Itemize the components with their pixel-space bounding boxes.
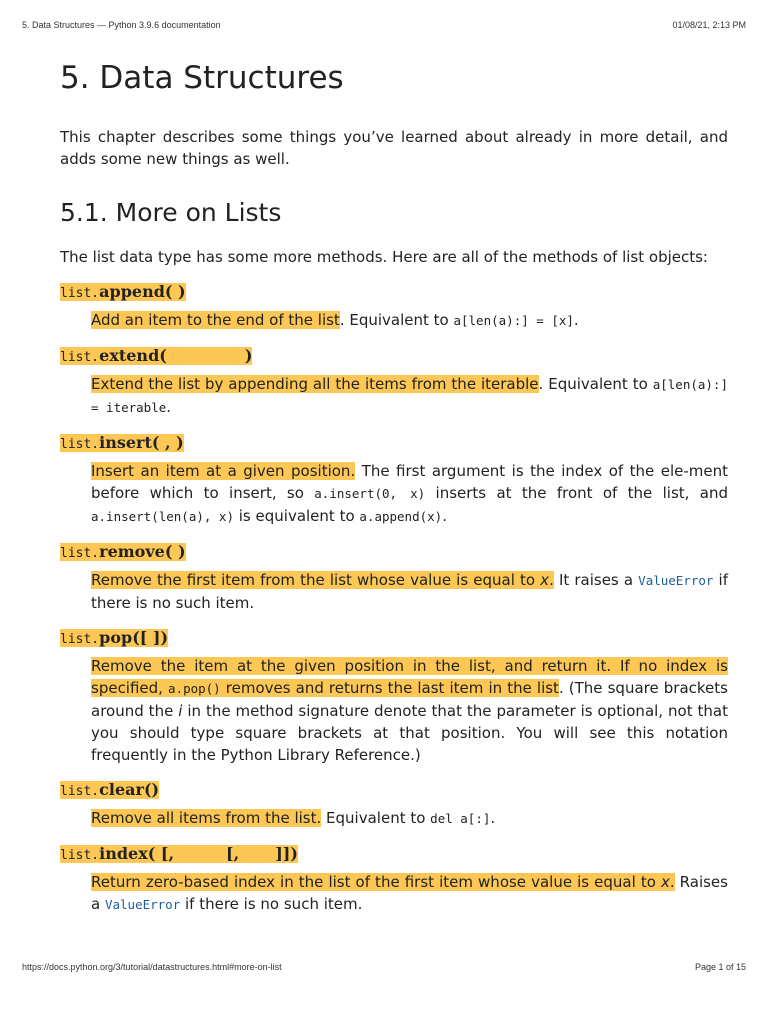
section-title: 5.1. More on Lists [60, 198, 282, 227]
description-text: . Equivalent to [538, 375, 653, 393]
param-x: x [540, 571, 550, 589]
description-end: if there is no such item. [180, 895, 363, 913]
signature-name[interactable]: insert [99, 433, 152, 452]
signature-object: list. [60, 784, 100, 799]
param-x: x [660, 873, 670, 891]
method-description [91, 871, 728, 916]
description-highlight-end: removes and returns the last item in the list [220, 679, 559, 697]
code-snippet: a.append(x) [359, 509, 443, 524]
signature-name[interactable]: extend [99, 346, 160, 365]
signature-name[interactable]: clear [99, 780, 144, 799]
signature-open: ([ [132, 628, 153, 647]
signature-name[interactable]: index [99, 844, 148, 863]
method-pop [60, 627, 728, 766]
signature-object: list. [60, 546, 100, 561]
method-signature [60, 281, 728, 305]
method-remove [60, 541, 728, 614]
signature-close: ]) [152, 628, 169, 647]
description-end: . [490, 809, 496, 827]
description-highlight: Remove all items from the list. [91, 809, 322, 827]
code-snippet: a.pop() [168, 681, 221, 696]
code-snippet: del a[:] [430, 811, 491, 826]
print-footer [22, 962, 746, 972]
signature-open: ( [151, 433, 165, 452]
method-description [91, 309, 728, 332]
print-title: 5. Data Structures — Python 3.9.6 documentation [22, 20, 221, 30]
description-text: in the method signature denote that the parameter is optional, not that you should type square brackets at that position. You will see this notation frequently in the Python Library Reference.) [91, 702, 728, 764]
signature-name[interactable]: append [99, 282, 165, 301]
param-i: i [178, 702, 183, 720]
description-highlight: Remove the first item from the list whose value is equal to [91, 571, 541, 589]
method-description [91, 373, 728, 419]
method-description [91, 807, 728, 830]
description-highlight-end: . [549, 571, 554, 589]
section-intro: The list data type has some more methods. Here are all of the methods of list objects: [60, 248, 708, 266]
signature-object: list. [60, 286, 100, 301]
optional-bracket: [, [160, 844, 175, 863]
signature-comma: , [165, 433, 171, 452]
page-number: Page 1 of 15 [694, 962, 746, 972]
param-placeholder [239, 845, 275, 861]
method-signature [60, 432, 728, 456]
description-end: if there is no such item. [91, 571, 728, 612]
code-snippet: a[len(a):] = iterable [91, 377, 728, 415]
param-placeholder [167, 347, 245, 363]
print-header [22, 20, 746, 30]
signature-close: ) [178, 282, 186, 301]
signature-open: () [143, 780, 160, 799]
signature-object: list. [60, 848, 100, 863]
method-clear [60, 779, 728, 830]
description-end: . [442, 507, 447, 525]
method-description [91, 569, 728, 614]
param-placeholder [174, 845, 226, 861]
description-end: . [573, 311, 579, 329]
description-text: The first argument is the index of the ele-ment before which to insert, so [91, 462, 729, 502]
description-highlight: Insert an item at a given position. [91, 462, 356, 480]
signature-open: ( [164, 542, 178, 561]
signature-close: ]]) [275, 844, 298, 863]
signature-object: list. [60, 437, 100, 452]
description-text: It raises a [553, 571, 639, 589]
description-highlight: Extend the list by appending all the items from the iterable [91, 375, 539, 393]
method-description [91, 460, 728, 528]
description-text: Raises a [91, 873, 728, 913]
method-signature [60, 843, 728, 867]
signature-open: ( [164, 282, 179, 301]
description-highlight: Remove the item at the given position in the list, and return it. If no index is specified, [91, 657, 728, 697]
method-append [60, 281, 728, 332]
method-signature [60, 627, 728, 651]
signature-open: ( [147, 844, 161, 863]
valueerror-link[interactable]: ValueError [638, 573, 714, 588]
code-snippet: a.insert(0, x) [314, 486, 426, 501]
description-text: inserts at the front of the list, and [425, 484, 728, 502]
description-text: Equivalent to [321, 809, 431, 827]
valueerror-link[interactable]: ValueError [104, 897, 181, 912]
signature-close: ) [177, 542, 186, 561]
method-extend [60, 345, 728, 419]
description-text: is equivalent to [234, 507, 360, 525]
chapter-intro: This chapter describes some things you’ve learned about already in more detail, and adds some new things as well. [60, 128, 728, 168]
method-signature [60, 541, 728, 565]
print-timestamp: 01/08/21, 2:13 PM [672, 20, 746, 30]
method-signature [60, 345, 728, 369]
description-text: . (The square brackets around the [91, 679, 728, 720]
signature-close: ) [170, 433, 184, 452]
signature-object: list. [60, 632, 100, 647]
code-snippet: a[len(a):] = [x] [453, 313, 574, 328]
description-highlight-end: . [669, 873, 675, 891]
signature-close: ) [244, 346, 253, 365]
description-end: . [166, 398, 172, 416]
method-insert [60, 432, 728, 528]
signature-name[interactable]: pop [99, 628, 133, 647]
optional-bracket: [, [226, 844, 240, 863]
description-text: . Equivalent to [339, 311, 454, 329]
signature-name[interactable]: remove [99, 542, 165, 561]
method-index [60, 843, 728, 916]
document-content [60, 52, 728, 916]
description-highlight: Return zero-based index in the list of the first item whose value is equal to [91, 873, 661, 891]
code-snippet: a.insert(len(a), x) [91, 509, 234, 524]
description-highlight: Add an item to the end of the list [91, 311, 340, 329]
print-url[interactable]: https://docs.python.org/3/tutorial/datastructures.html#more-on-list [22, 962, 282, 972]
method-description [91, 655, 728, 766]
signature-object: list. [60, 350, 100, 365]
method-signature [60, 779, 728, 803]
signature-open: ( [159, 346, 167, 365]
page-title: 5. Data Structures [60, 60, 344, 96]
